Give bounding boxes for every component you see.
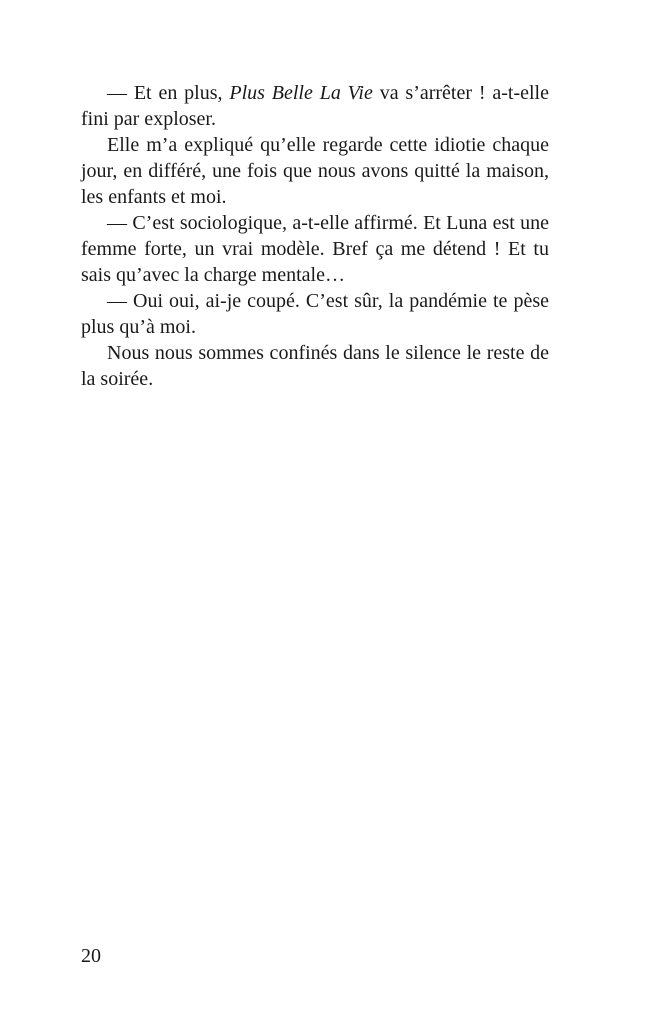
paragraph-4	[81, 288, 549, 340]
paragraph-2-text: Elle m’a expliqué qu’elle regarde cette idiotie chaque jour, en différé, une fois que nous avons quitté la maison, les enfants et moi.	[81, 134, 549, 208]
paragraph-3	[81, 210, 549, 288]
paragraph-1-text-after: va s’arrêter ! a-t-elle fini par exploser.	[81, 82, 549, 130]
page-number: 20	[81, 945, 101, 967]
paragraph-5-text: Nous nous sommes confinés dans le silence le reste de la soirée.	[81, 342, 549, 390]
paragraph-2	[81, 132, 549, 210]
body-text	[81, 80, 549, 392]
paragraph-5	[81, 340, 549, 392]
paragraph-3-text: — C’est sociologique, a-t-elle affirmé. Et Luna est une femme forte, un vrai modèle. Bref ça me détend ! Et tu sais qu’avec la charge mentale…	[81, 212, 549, 286]
tv-show-title: Plus Belle La Vie	[229, 82, 373, 104]
paragraph-1-text-before: — Et en plus,	[107, 82, 230, 104]
paragraph-4-text: — Oui oui, ai-je coupé. C’est sûr, la pandémie te pèse plus qu’à moi.	[81, 290, 549, 338]
paragraph-1	[81, 80, 549, 132]
